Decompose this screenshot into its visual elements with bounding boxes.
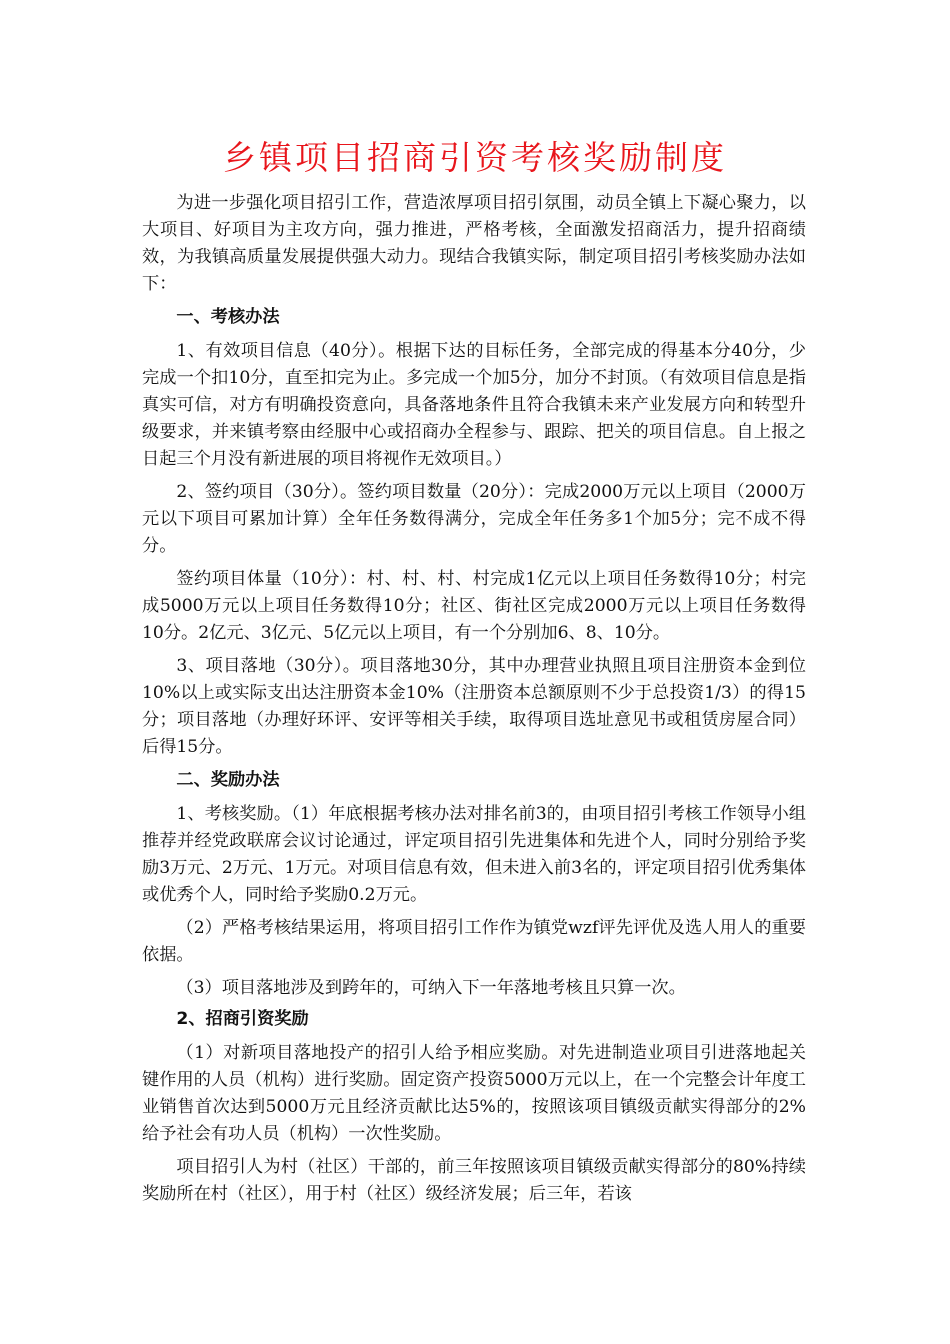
paragraph: 2、签约项目（30分）。签约项目数量（20分）：完成2000万元以上项目（2000万元以下项目可累加计算）全年任务数得满分，完成全年任务多1个加5分；完不成不得分。 <box>142 482 806 556</box>
document-title: 乡镇项目招商引资考核奖励制度 <box>223 138 727 177</box>
document-body <box>142 190 806 1214</box>
section-heading-assessment: 一、考核办法 <box>176 307 280 327</box>
paragraph: 1、考核奖励。（1）年底根据考核办法对排名前3的，由项目招引考核工作领导小组推荐并经党政联席会议讨论通过，评定项目招引先进集体和先进个人，同时分别给予奖励3万元、2万元、1万元。对项目信息有效，但未进入前3名的，评定项目招引优秀集体或优秀个人，同时给予奖励0.2万元。 <box>142 804 806 905</box>
section-heading-investment-rewards: 2、招商引资奖励 <box>176 1009 309 1029</box>
paragraph: 3、项目落地（30分）。项目落地30分，其中办理营业执照且项目注册资本金到位10%以上或实际支出达注册资本金10%（注册资本总额原则不少于总投资1/3）的得15分；项目落地（办理好环评、安评等相关手续，取得项目选址意见书或租赁房屋合同）后得15分。 <box>142 656 806 757</box>
intro-paragraph: 为进一步强化项目招引工作，营造浓厚项目招引氛围，动员全镇上下凝心聚力，以大项目、好项目为主攻方向，强力推进，严格考核，全面激发招商活力，提升招商绩效，为我镇高质量发展提供强大动力。现结合我镇实际，制定项目招引考核奖励办法如下： <box>142 193 806 294</box>
paragraph: （3）项目落地涉及到跨年的，可纳入下一年落地考核且只算一次。 <box>176 978 686 998</box>
paragraph: 1、有效项目信息（40分）。根据下达的目标任务，全部完成的得基本分40分，少完成一个扣10分，直至扣完为止。多完成一个加5分，加分不封顶。（有效项目信息是指真实可信，对方有明确投资意向，具备落地条件且符合我镇未来产业发展方向和转型升级要求，并来镇考察由经服中心或招商办全程参与、跟踪、把关的项目信息。自上报之日起三个月没有新进展的项目将视作无效项目。） <box>142 341 806 469</box>
section-heading-rewards: 二、奖励办法 <box>176 770 280 790</box>
paragraph: （1）对新项目落地投产的招引人给予相应奖励。对先进制造业项目引进落地起关键作用的人员（机构）进行奖励。固定资产投资5000万元以上，在一个完整会计年度工业销售首次达到5000万元且经济贡献比达5%的，按照该项目镇级贡献实得部分的2%给予社会有功人员（机构）一次性奖励。 <box>142 1043 806 1144</box>
paragraph: （2）严格考核结果运用，将项目招引工作作为镇党wzf评先评优及选人用人的重要依据。 <box>142 918 806 965</box>
paragraph: 项目招引人为村（社区）干部的，前三年按照该项目镇级贡献实得部分的80%持续奖励所在村（社区），用于村（社区）级经济发展；后三年，若该 <box>142 1157 806 1204</box>
paragraph: 签约项目体量（10分）：村、村、村、村完成1亿元以上项目任务数得10分；村完成5000万元以上项目任务数得10分；社区、街社区完成2000万元以上项目任务数得10分。2亿元、3亿元、5亿元以上项目，有一个分别加6、8、10分。 <box>142 569 806 643</box>
